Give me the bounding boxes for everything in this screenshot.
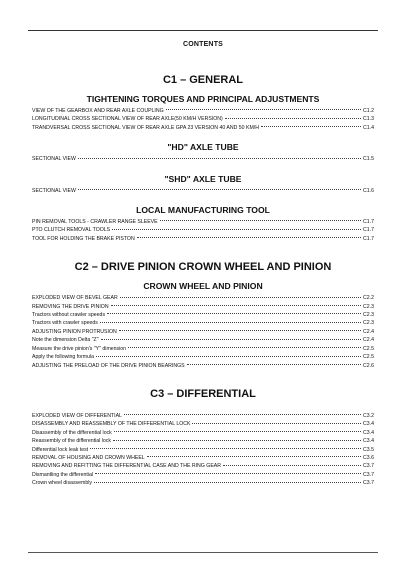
toc-entry — [32, 107, 374, 115]
section-title: LOCAL MANUFACTURING TOOL — [136, 205, 270, 216]
dot-leader — [111, 305, 361, 306]
toc-entry-title: REMOVING THE DRIVE PINION — [32, 303, 109, 310]
dot-leader — [113, 440, 361, 441]
toc-entry — [32, 319, 374, 327]
toc-entry-page: C3.7 — [363, 463, 374, 470]
toc-entry-title: ADJUSTING THE PRELOAD OF THE DRIVE PINION BEARINGS — [32, 362, 185, 369]
toc-entry-title: EXPLODED VIEW OF DIFFERENTIAL — [32, 412, 122, 419]
toc-entry-title: VIEW OF THE GEARBOX AND REAR AXLE COUPLING — [32, 108, 164, 114]
table-of-contents — [32, 74, 374, 488]
dot-leader — [128, 347, 361, 348]
toc-entry — [32, 124, 374, 132]
toc-entry-page: C2.2 — [363, 295, 374, 302]
toc-entry-page: C3.7 — [363, 480, 374, 487]
dot-leader — [166, 109, 361, 110]
section-title: TIGHTENING TORQUES AND PRINCIPAL ADJUSTMENTS — [86, 94, 320, 104]
toc-entry — [32, 218, 374, 226]
toc-entry — [32, 115, 374, 123]
toc-entry-page: C2.3 — [363, 303, 374, 310]
toc-entry-title: REMOVING AND REFITTING THE DIFFERENTIAL CASE AND THE RING GEAR — [32, 463, 221, 470]
spacer — [32, 243, 374, 261]
dot-leader — [225, 118, 361, 119]
toc-entry-title: ADJUSTING PINION PROTRUSION — [32, 328, 117, 335]
toc-entry-page: C2.5 — [363, 354, 374, 361]
toc-entry-page: C3.6 — [363, 454, 374, 461]
dot-leader — [261, 126, 361, 127]
header-rule — [28, 30, 378, 31]
toc-entry-title: Reassembly of the differential lock — [32, 438, 111, 445]
toc-entry — [32, 353, 374, 361]
section-title: CROWN WHEEL AND PINION — [143, 281, 263, 292]
dot-leader — [160, 220, 361, 221]
dot-leader — [137, 237, 361, 238]
dot-leader — [114, 431, 361, 432]
toc-entry-title: Dismantling the differential — [32, 471, 94, 478]
dot-leader — [96, 356, 361, 357]
toc-entry-title: SECTIONAL VIEW — [32, 187, 76, 194]
toc-entry-page: C2.3 — [363, 312, 374, 319]
toc-entry — [32, 362, 374, 370]
toc-entry-title: Measure the drive pinion's "Y" dimension — [32, 345, 127, 352]
toc-entry-page: C3.4 — [363, 438, 374, 445]
dot-leader — [120, 297, 361, 298]
toc-entry-page: C1.3 — [363, 116, 374, 123]
spacer — [32, 195, 374, 205]
toc-entry-title: PTO CLUTCH REMOVAL TOOLS — [32, 227, 111, 234]
dot-leader — [124, 414, 361, 415]
toc-entry — [32, 429, 374, 437]
toc-entry-page: C1.7 — [363, 235, 374, 242]
toc-entry-page: C2.4 — [363, 337, 374, 344]
chapter-title: C2 – DRIVE PINION CROWN WHEEL AND PINION — [74, 261, 332, 274]
spacer — [32, 370, 374, 388]
toc-entry — [32, 412, 374, 420]
spacer — [32, 132, 374, 142]
toc-entry — [32, 454, 374, 462]
toc-entry-page: C2.4 — [363, 328, 374, 335]
toc-entry-title: EXPLODED VIEW OF BEVEL GEAR — [32, 295, 118, 302]
dot-leader — [95, 473, 361, 474]
toc-entry-title: PIN REMOVAL TOOLS - CRAWLER RANGE SLEEVE — [32, 219, 158, 226]
dot-leader — [94, 482, 361, 483]
toc-entry-page: C3.2 — [363, 412, 374, 419]
toc-entry-title: TRANDVERSAL CROSS SECTIONAL VIEW OF REAR AXLE GPA 23 VERSION 40 AND 50 KM/H — [32, 124, 259, 131]
toc-entry-page: C2.3 — [363, 320, 374, 327]
toc-entry-page: C1.7 — [363, 227, 374, 234]
dot-leader — [101, 339, 361, 340]
toc-entry-title: REMOVAL OF HOUSING AND CROWN WHEEL — [32, 454, 145, 461]
toc-entry — [32, 328, 374, 336]
section-title: "SHD" AXLE TUBE — [164, 173, 242, 184]
dot-leader — [187, 364, 361, 365]
dot-leader — [119, 330, 361, 331]
toc-entry-title: LONGITUDINAL CROSS SECTIONAL VIEW OF REAR AXLE(50 KM/H VERSION) — [32, 116, 223, 123]
spacer — [32, 164, 374, 174]
toc-entry-page: C2.6 — [363, 362, 374, 369]
dot-leader — [192, 423, 361, 424]
dot-leader — [147, 456, 361, 457]
toc-entry-title: Disassembly of the differential lock — [32, 429, 112, 436]
toc-entry-title: Differential lock leak test — [32, 446, 89, 453]
dot-leader — [100, 322, 361, 323]
toc-entry — [32, 155, 374, 163]
toc-entry-title: Tractors without crawler speeds — [32, 312, 106, 319]
toc-entry-page: C3.7 — [363, 471, 374, 478]
toc-entry-page: C3.4 — [363, 421, 374, 428]
dot-leader — [107, 313, 361, 314]
dot-leader — [78, 189, 361, 190]
toc-entry-title: TOOL FOR HOLDING THE BRAKE PISTON — [32, 235, 135, 242]
toc-entry — [32, 187, 374, 195]
dot-leader — [90, 448, 361, 449]
toc-entry — [32, 303, 374, 311]
toc-entry — [32, 471, 374, 479]
toc-entry-title: Apply the following formula — [32, 354, 94, 361]
toc-entry-page: C1.5 — [363, 156, 374, 163]
toc-entry — [32, 235, 374, 243]
contents-page — [32, 36, 374, 488]
chapter-title: C1 – GENERAL — [162, 74, 244, 86]
toc-entry-page: C1.6 — [363, 187, 374, 194]
toc-entry — [32, 294, 374, 302]
section-title: "HD" AXLE TUBE — [167, 142, 239, 153]
toc-entry — [32, 226, 374, 234]
toc-entry-title: Note the dimension Delta "Z" — [32, 337, 99, 344]
toc-entry — [32, 311, 374, 319]
toc-entry — [32, 479, 374, 487]
toc-entry-title: Tractors with crawler speeds — [32, 320, 98, 327]
toc-entry-title: DISASSEMBLY AND REASSEMBLY OF THE DIFFERENTIAL LOCK — [32, 421, 191, 428]
toc-entry-page: C3.4 — [363, 429, 374, 436]
toc-entry — [32, 336, 374, 344]
chapter-title: C3 – DIFFERENTIAL — [150, 387, 256, 400]
toc-entry-page: C2.5 — [363, 345, 374, 352]
dot-leader — [112, 229, 361, 230]
toc-entry-page: C1.4 — [363, 124, 374, 131]
toc-entry-page: C1.2 — [363, 108, 374, 114]
toc-entry — [32, 420, 374, 428]
dot-leader — [223, 465, 361, 466]
toc-entry-page: C3.5 — [363, 446, 374, 453]
toc-entry — [32, 437, 374, 445]
footer-rule — [28, 552, 378, 553]
toc-entry-page: C1.7 — [363, 219, 374, 226]
toc-entry — [32, 462, 374, 470]
dot-leader — [78, 158, 361, 159]
toc-entry-title: Crown wheel disassembly — [32, 480, 92, 487]
toc-entry-title: SECTIONAL VIEW — [32, 156, 76, 163]
toc-entry — [32, 345, 374, 353]
toc-entry — [32, 446, 374, 454]
page-title: CONTENTS — [182, 41, 224, 48]
